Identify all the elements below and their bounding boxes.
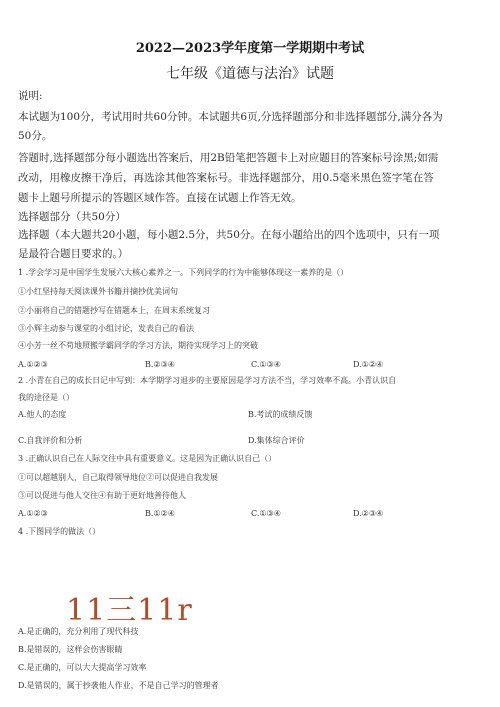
question-4-option[interactable]: C.是正确的，可以大大提高学习效率 xyxy=(18,663,147,672)
question-3-statement: ①可以超越别人，自己取得领导地位②可以促进自我发展 xyxy=(18,473,218,482)
exam-title: 2022—2023学年度第一学期期中考试 xyxy=(135,41,365,56)
instructions-line: 改动，用橡皮擦干净后，再选涂其他答案标号。非选择题部分，用0.5毫米黑色签字笔在答 xyxy=(18,172,434,184)
instructions-line: 答题时,选择题部分每小题选出答案后，用2B铅笔把答题卡上对应题目的答案标号涂黑;如需 xyxy=(18,152,439,164)
question-1-stem: 1 .学会学习是中国学生发展六大核心素养之一。下列同学的行为中能够体现这一素养的是（） xyxy=(18,268,349,277)
question-4-option[interactable]: D.是错误的，属于抄袭他人作业，不是自己学习的管理者 xyxy=(18,681,219,690)
option-d[interactable]: D.集体综合评价 xyxy=(248,436,305,445)
instructions-line: 50分。 xyxy=(18,130,53,142)
option-b[interactable]: B.②③④ xyxy=(145,360,175,369)
instructions-line: 题卡上题号所提示的答题区域作答。直接在试题上作答无效。 xyxy=(18,192,302,204)
section-intro: 是最符合题目要求的。） xyxy=(18,248,129,260)
question-1-statement: ④小芳一丝不苟地照搬学霸同学的学习方法，期待实现学习上的突破 xyxy=(18,341,258,350)
question-1-statement: ③小辉主动参与课堂的小组讨论，发表自己的看法 xyxy=(18,324,194,333)
option-d[interactable]: D.①②④ xyxy=(353,360,384,369)
question-4-image-text: 11三11r xyxy=(66,593,193,628)
option-a[interactable]: A.①②③ xyxy=(18,360,48,369)
option-c[interactable]: C.自我评价和分析 xyxy=(18,436,83,445)
instructions-line: 本试题为100分，考试用时共60分钟。本试题共6页,分选择题部分和非选择题部分,满分各为 xyxy=(18,111,443,123)
question-1-statement: ②小丽将自己的错题抄写在错题本上，在周末系统复习 xyxy=(18,306,210,315)
question-3-stem: 3 .正确认识自己在人际交往中具有重要意义。这是因为正确认识自己（） xyxy=(18,454,277,463)
option-b[interactable]: B.①②④ xyxy=(145,509,175,518)
option-d[interactable]: D.②③④ xyxy=(353,509,384,518)
question-2-stem: 我的途径是（） xyxy=(18,393,74,402)
option-c[interactable]: C.①③④ xyxy=(251,509,281,518)
option-b[interactable]: B.考试的成绩反馈 xyxy=(248,410,313,419)
exam-subtitle: 七年级《道德与法治》试题 xyxy=(166,66,334,82)
option-a[interactable]: A.他人的态度 xyxy=(18,410,67,419)
instructions-label: 说明: xyxy=(18,90,43,102)
question-4-stem: 4 .下图同学的做法（） xyxy=(18,527,101,536)
option-c[interactable]: C.①③④ xyxy=(251,360,281,369)
question-3-statement: ③可以促进与他人交往④有助于更好地善待他人 xyxy=(18,491,186,500)
question-2-stem: 2 .小青在自己的成长日记中写到：本学期学习退步的主要原因是学习方法不当，学习效率不高。小青认识自 xyxy=(18,376,397,385)
option-a[interactable]: A.①②③ xyxy=(18,509,48,518)
question-4-option[interactable]: B.是错误的，这样会伤害眼睛 xyxy=(18,645,123,654)
question-4-option[interactable]: A.是正确的，充分利用了现代科技 xyxy=(18,627,139,636)
question-1-statement: ①小红坚持每天阅读课外书籍并摘抄优美词句 xyxy=(18,287,178,296)
section-title: 选择题部分（共50分） xyxy=(18,211,126,223)
section-intro: 选择题（本大题共20小题，每小题2.5分，共50分。在每小题给出的四个选项中，只有一项 xyxy=(18,229,440,241)
